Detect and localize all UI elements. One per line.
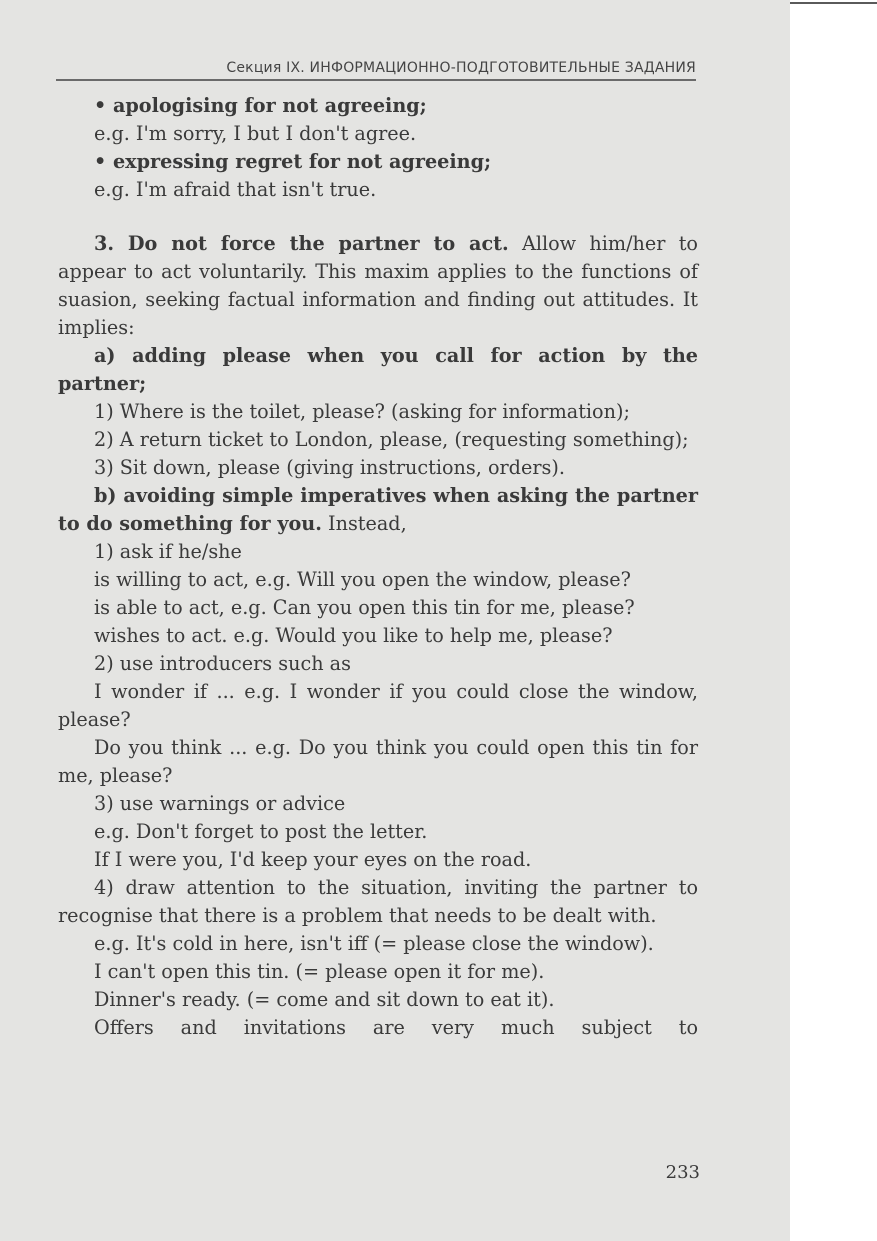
example-regret: e.g. I'm afraid that isn't true. (94, 178, 377, 201)
maxim-3-paragraph (58, 230, 698, 342)
cold-example: e.g. It's cold in here, isn't iff (= please close the window). (94, 932, 654, 955)
running-head: Секция IX. ИНФОРМАЦИОННО-ПОДГОТОВИТЕЛЬНЫЕ ЗАДАНИЯ (56, 60, 696, 81)
page-body (58, 92, 698, 1042)
wonder-example: I wonder if ... e.g. I wonder if you could close the window, please? (58, 680, 698, 731)
bullet-regret: • expressing regret for not agreeing; (94, 150, 492, 173)
maxim-3-heading: 3. Do not force the partner to act. (94, 232, 509, 255)
example-apologising: e.g. I'm sorry, I but I don't agree. (94, 122, 417, 145)
point-b-heading: b) avoiding simple imperatives when asking the partner to do something for you. (58, 484, 698, 535)
point-b-item-3: 3) use warnings or advice (94, 792, 346, 815)
point-b-item-4: 4) draw attention to the situation, inviting the partner to recognise that there is a problem that needs to be dealt with. (58, 876, 698, 927)
offers-line: Offers and invitations are very much subject to (94, 1016, 698, 1039)
maxim-3-text: Allow him/her to appear to act voluntarily. This maxim applies to the functions of suasion, seeking factual information and finding out attitudes. It implies: (58, 232, 698, 339)
bullet-apologising: • apologising for not agreeing; (94, 94, 427, 117)
dinner-example: Dinner's ready. (= come and sit down to eat it). (94, 988, 555, 1011)
point-b-item-1: 1) ask if he/she (94, 540, 242, 563)
wishes-example: wishes to act. e.g. Would you like to help me, please? (94, 624, 613, 647)
point-b-text: Instead, (321, 512, 407, 535)
point-a-item-1: 1) Where is the toilet, please? (asking for information); (94, 400, 630, 423)
page-number: 233 (665, 1162, 700, 1183)
point-b-paragraph (58, 482, 698, 538)
if-i-were-example: If I were you, I'd keep your eyes on the road. (94, 848, 532, 871)
point-a-heading: a) adding please when you call for action by the partner; (58, 344, 698, 395)
point-a-item-2: 2) A return ticket to London, please, (requesting something); (94, 428, 689, 451)
point-b-item-2: 2) use introducers such as (94, 652, 351, 675)
point-a-item-3: 3) Sit down, please (giving instructions, orders). (94, 456, 565, 479)
paragraph-gap (58, 204, 698, 230)
dont-forget-example: e.g. Don't forget to post the letter. (94, 820, 428, 843)
able-example: is able to act, e.g. Can you open this tin for me, please? (94, 596, 635, 619)
tin-example: I can't open this tin. (= please open it for me). (94, 960, 545, 983)
think-example: Do you think ... e.g. Do you think you could open this tin for me, please? (58, 736, 698, 787)
willing-example: is willing to act, e.g. Will you open the window, please? (94, 568, 631, 591)
